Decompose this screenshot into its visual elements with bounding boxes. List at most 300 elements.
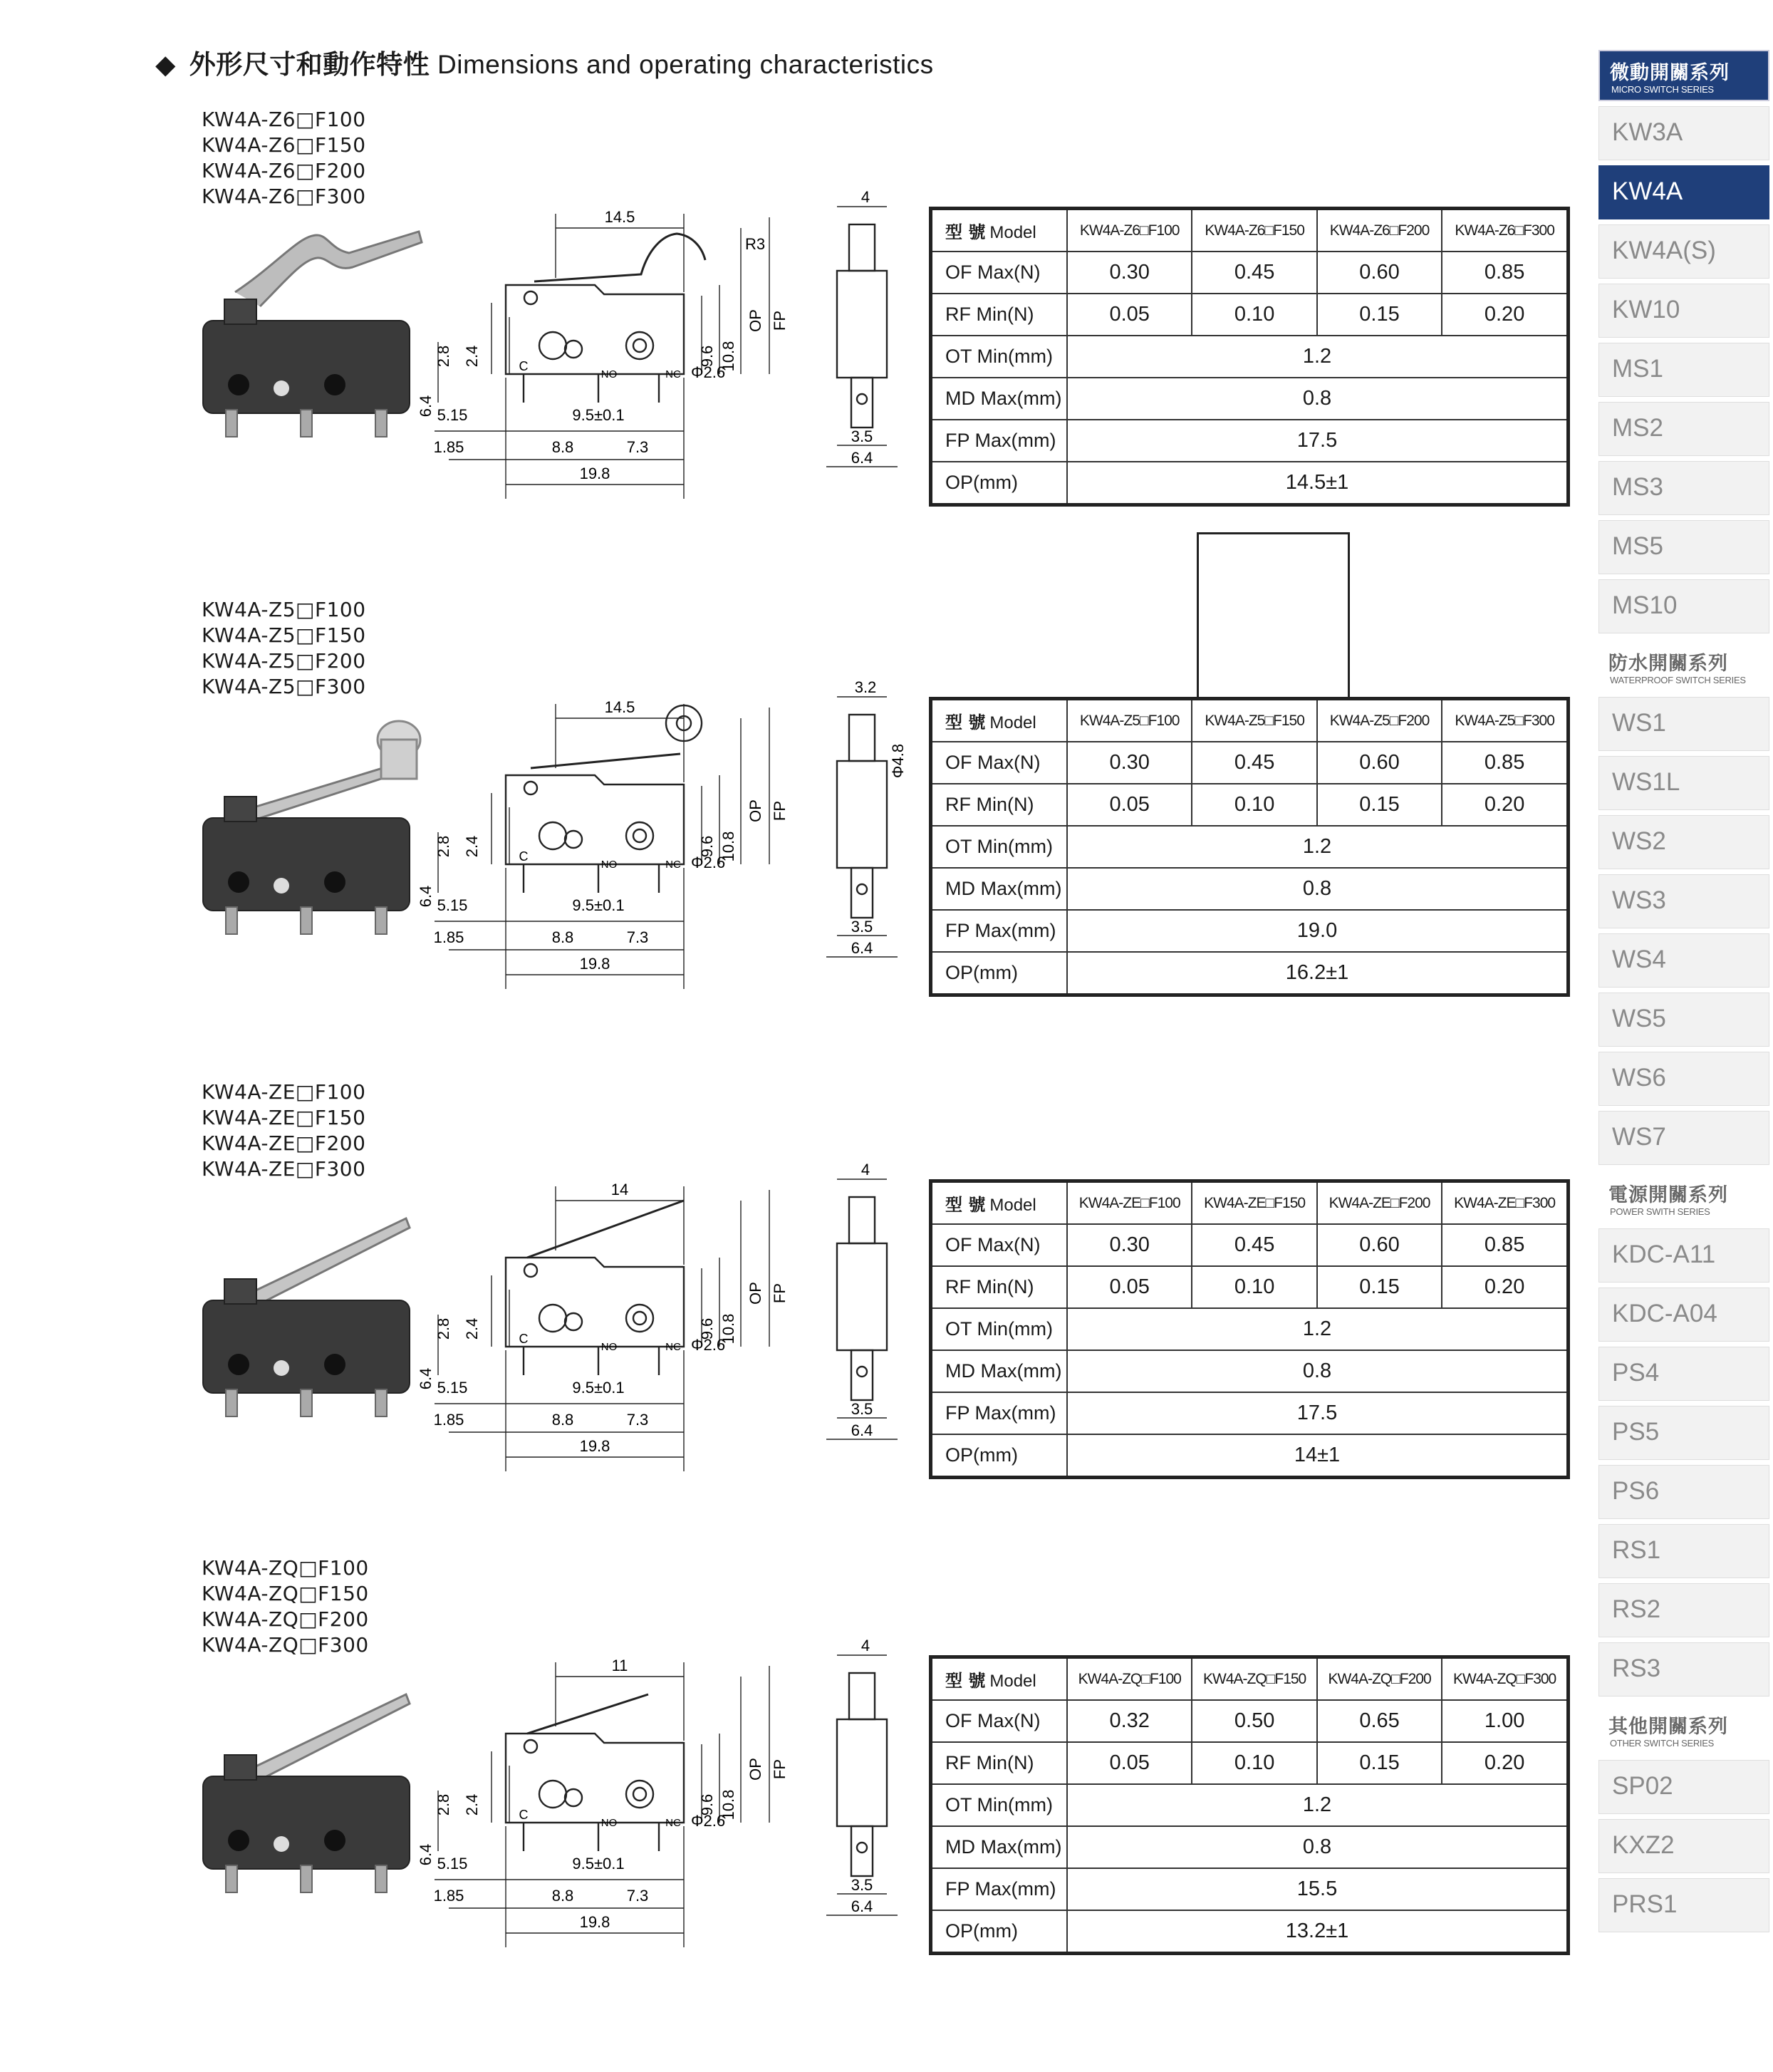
terminal-no-label: NO: [600, 1817, 618, 1829]
table-row: [931, 1700, 1569, 1742]
series-header-waterproof: [1598, 642, 1769, 692]
model-header-cn: 型 號: [945, 1671, 986, 1691]
table-cell: 0.60: [1317, 742, 1442, 784]
dimension-h1: 2.8: [435, 1793, 452, 1816]
sidebar-item-ms1[interactable]: MS1: [1598, 343, 1769, 397]
table-cell: 0.32: [1067, 1700, 1192, 1742]
dimension-drawing: [417, 1634, 791, 1990]
model-column-header: KW4A-ZQ□F100: [1067, 1657, 1192, 1701]
dimension-drawing: [417, 1158, 791, 1514]
dimension-e: 7.3: [626, 1411, 649, 1429]
dimension-b: 9.5±0.1: [572, 896, 625, 914]
dimension-h3: 9.6: [698, 1317, 716, 1340]
model-column-header: KW4A-ZE□F200: [1317, 1181, 1442, 1225]
row-label: MD Max(mm): [931, 868, 1068, 910]
table-cell: 0.15: [1317, 784, 1442, 826]
dimension-d: 8.8: [551, 1411, 574, 1429]
row-label: OT Min(mm): [931, 826, 1068, 868]
dimension-base: 6.4: [417, 1367, 435, 1390]
sidebar-item-ws4[interactable]: WS4: [1598, 933, 1769, 988]
sidebar-item-ws3[interactable]: WS3: [1598, 874, 1769, 928]
dimension-h4: 10.8: [719, 1313, 737, 1345]
series-title: 微動開關系列: [1610, 62, 1730, 84]
title-bullet-icon: ◆: [155, 50, 176, 79]
dimension-hole: Φ2.6: [691, 1336, 726, 1354]
side-view-drawing: [805, 188, 912, 527]
side-view-drawing: [805, 1637, 912, 1976]
model-header-en: Model: [989, 1196, 1036, 1215]
dimension-r3: R3: [744, 235, 766, 253]
terminal-no-label: NO: [600, 368, 618, 380]
row-label: OP(mm): [931, 462, 1068, 505]
side-dimension-b: 6.4: [851, 1421, 873, 1439]
table-row: [931, 1434, 1569, 1478]
dimension-e: 7.3: [626, 928, 649, 946]
row-label: FP Max(mm): [931, 1392, 1068, 1434]
dimension-h3: 9.6: [698, 835, 716, 858]
model-column-header: KW4A-Z5□F300: [1442, 699, 1568, 742]
dimension-b: 9.5±0.1: [572, 406, 625, 424]
side-dimension-a: 3.5: [851, 1876, 873, 1894]
sidebar-item-ms10[interactable]: MS10: [1598, 579, 1769, 633]
table-cell: 16.2±1: [1067, 952, 1569, 995]
dimension-drawing: [417, 675, 791, 1032]
model-column-header: KW4A-ZE□F100: [1067, 1181, 1192, 1225]
switch-photo: [192, 1193, 427, 1421]
dimension-d: 8.8: [551, 438, 574, 456]
series-subtitle: MICRO SWITCH SERIES: [1611, 84, 1714, 95]
series-title: 電源開關系列: [1608, 1184, 1728, 1206]
model-column-header: KW4A-ZQ□F300: [1442, 1657, 1568, 1701]
terminal-nc-label: NC: [665, 1341, 681, 1353]
table-cell: 0.65: [1317, 1700, 1442, 1742]
dimension-h2: 2.4: [463, 345, 481, 368]
side-dimension-a: 3.5: [851, 428, 873, 445]
model-name: KW4A-ZQ□F150: [202, 1582, 369, 1605]
table-row: [931, 826, 1569, 868]
model-section: [0, 1555, 1596, 2019]
side-dimension-b: 6.4: [851, 939, 873, 957]
model-header-cell: [931, 1657, 1068, 1701]
row-label: OF Max(N): [931, 1224, 1068, 1266]
table-row: [931, 378, 1569, 420]
model-section: [0, 1079, 1596, 1543]
model-name: KW4A-Z6□F300: [202, 185, 366, 208]
row-label: RF Min(N): [931, 294, 1068, 336]
spec-table: [929, 1179, 1570, 1479]
row-label: OP(mm): [931, 1910, 1068, 1954]
model-column-header: KW4A-ZE□F300: [1442, 1181, 1568, 1225]
row-label: FP Max(mm): [931, 420, 1068, 462]
table-row: [931, 294, 1569, 336]
dimension-fp-label: FP: [771, 800, 789, 822]
table-cell: 0.10: [1192, 294, 1316, 336]
dimension-op-label: OP: [747, 799, 764, 822]
dimension-h1: 2.8: [435, 345, 452, 368]
table-cell: 0.45: [1192, 252, 1316, 294]
dimension-c: 1.85: [433, 928, 464, 946]
model-column-header: KW4A-Z6□F100: [1067, 209, 1192, 252]
side-dimension-top: 4: [860, 1161, 870, 1179]
table-cell: 1.2: [1067, 1784, 1569, 1826]
table-cell: 0.20: [1442, 294, 1568, 336]
series-header-other: [1598, 1705, 1769, 1755]
sidebar-item-ws2[interactable]: WS2: [1598, 815, 1769, 869]
dimension-top: 14.5: [604, 698, 635, 716]
table-row: [931, 1784, 1569, 1826]
model-column-header: KW4A-Z6□F300: [1442, 209, 1568, 252]
sidebar-item-kw10[interactable]: KW10: [1598, 284, 1769, 338]
dimension-h3: 9.6: [698, 1793, 716, 1816]
table-row: [931, 1910, 1569, 1954]
dimension-fp-label: FP: [771, 1283, 789, 1304]
terminal-nc-label: NC: [665, 859, 681, 871]
series-subtitle: WATERPROOF SWITCH SERIES: [1610, 675, 1746, 685]
table-cell: 1.00: [1442, 1700, 1568, 1742]
dimension-top: 14.5: [604, 208, 635, 226]
row-label: OT Min(mm): [931, 1784, 1068, 1826]
table-row: [931, 868, 1569, 910]
series-header-power: [1598, 1174, 1769, 1223]
model-list: [202, 1555, 369, 1658]
side-dimension-a: 3.5: [851, 918, 873, 936]
table-cell: 0.20: [1442, 784, 1568, 826]
sidebar-gap: [1598, 1165, 1773, 1174]
dimension-b: 9.5±0.1: [572, 1855, 625, 1872]
model-name: KW4A-Z6□F150: [202, 133, 366, 157]
dimension-a: 5.15: [437, 406, 468, 424]
sidebar-item-sp02[interactable]: SP02: [1598, 1760, 1769, 1814]
model-name: KW4A-ZE□F300: [202, 1157, 366, 1181]
table-cell: 1.2: [1067, 826, 1569, 868]
side-dimension-top: 3.2: [854, 678, 877, 696]
dimension-op-label: OP: [747, 1282, 764, 1305]
dimension-op-label: OP: [747, 309, 764, 332]
dimension-h4: 10.8: [719, 1789, 737, 1820]
dimension-op-label: OP: [747, 1758, 764, 1781]
sidebar-gap: [1598, 1932, 1773, 1941]
sidebar-item-ws1[interactable]: WS1: [1598, 697, 1769, 751]
side-view-drawing: [805, 1161, 912, 1500]
sidebar-item-ps4[interactable]: PS4: [1598, 1347, 1769, 1401]
sidebar-item-kw3a[interactable]: KW3A: [1598, 106, 1769, 160]
table-cell: 0.20: [1442, 1742, 1568, 1784]
dimension-width: 19.8: [579, 465, 610, 482]
side-dimension-diameter: Φ4.8: [889, 743, 907, 779]
sidebar-item-ms3[interactable]: MS3: [1598, 461, 1769, 515]
row-label: OT Min(mm): [931, 1308, 1068, 1350]
row-label: OP(mm): [931, 952, 1068, 995]
model-section: [0, 107, 1596, 570]
sidebar-item-kxz2[interactable]: KXZ2: [1598, 1819, 1769, 1873]
table-cell: 0.15: [1317, 294, 1442, 336]
row-label: FP Max(mm): [931, 910, 1068, 952]
model-name: KW4A-ZQ□F100: [202, 1556, 369, 1580]
terminal-no-label: NO: [600, 859, 618, 871]
side-dimension-top: 4: [860, 188, 870, 206]
table-cell: 0.05: [1067, 1742, 1192, 1784]
model-column-header: KW4A-Z6□F200: [1317, 209, 1442, 252]
table-row: [931, 252, 1569, 294]
sidebar-gap: [1598, 633, 1773, 642]
model-column-header: KW4A-ZQ□F200: [1317, 1657, 1442, 1701]
terminal-c-label: C: [519, 1808, 529, 1822]
dimension-d: 8.8: [551, 1887, 574, 1905]
model-name: KW4A-Z5□F150: [202, 623, 366, 647]
spec-table: [929, 1655, 1570, 1955]
table-cell: 0.05: [1067, 1266, 1192, 1308]
table-cell: 0.15: [1317, 1266, 1442, 1308]
table-cell: 0.8: [1067, 1826, 1569, 1868]
side-dimension-a: 3.5: [851, 1400, 873, 1418]
model-header-en: Model: [989, 223, 1036, 242]
dimension-fp-label: FP: [771, 1758, 789, 1780]
model-name: KW4A-Z5□F300: [202, 675, 366, 698]
table-cell: 1.2: [1067, 336, 1569, 378]
dimension-d: 8.8: [551, 928, 574, 946]
series-subtitle: POWER SWITH SERIES: [1610, 1206, 1710, 1217]
dimension-h2: 2.4: [463, 1793, 481, 1816]
side-dimension-b: 6.4: [851, 1897, 873, 1915]
table-cell: 0.10: [1192, 784, 1316, 826]
series-subtitle: OTHER SWITCH SERIES: [1610, 1738, 1714, 1749]
table-cell: 1.2: [1067, 1308, 1569, 1350]
series-header-micro: [1598, 50, 1769, 101]
model-name: KW4A-Z5□F100: [202, 598, 366, 621]
dimension-h2: 2.4: [463, 835, 481, 858]
table-row: [931, 1868, 1569, 1910]
row-label: FP Max(mm): [931, 1868, 1068, 1910]
dimension-a: 5.15: [437, 1379, 468, 1397]
row-label: OF Max(N): [931, 742, 1068, 784]
dimension-b: 9.5±0.1: [572, 1379, 625, 1397]
dimension-width: 19.8: [579, 1913, 610, 1931]
model-column-header: KW4A-Z5□F200: [1317, 699, 1442, 742]
table-cell: 0.8: [1067, 868, 1569, 910]
series-sidebar: [1598, 50, 1773, 1941]
side-dimension-b: 6.4: [851, 449, 873, 467]
dimension-top: 11: [611, 1657, 628, 1674]
model-name: KW4A-ZE□F150: [202, 1106, 366, 1129]
model-header-en: Model: [989, 1672, 1036, 1691]
row-label: RF Min(N): [931, 1266, 1068, 1308]
model-list: [202, 1079, 365, 1182]
table-cell: 0.05: [1067, 784, 1192, 826]
table-cell: 0.30: [1067, 252, 1192, 294]
row-label: RF Min(N): [931, 1742, 1068, 1784]
table-header-row: [931, 1657, 1569, 1701]
table-row: [931, 336, 1569, 378]
model-list: [202, 597, 366, 700]
table-cell: 17.5: [1067, 1392, 1569, 1434]
table-row: [931, 1308, 1569, 1350]
sidebar-item-kw4a[interactable]: KW4A: [1598, 165, 1769, 219]
dimension-e: 7.3: [626, 1887, 649, 1905]
switch-photo: [192, 711, 427, 939]
sidebar-item-rs2[interactable]: RS2: [1598, 1583, 1769, 1637]
row-label: OF Max(N): [931, 1700, 1068, 1742]
table-cell: 13.2±1: [1067, 1910, 1569, 1954]
row-label: OF Max(N): [931, 252, 1068, 294]
page-title: [155, 43, 934, 81]
dimension-h4: 10.8: [719, 341, 737, 372]
table-row: [931, 1742, 1569, 1784]
row-label: OP(mm): [931, 1434, 1068, 1478]
sidebar-item-kdca04[interactable]: KDC-A04: [1598, 1288, 1769, 1342]
sidebar-item-ws1l[interactable]: WS1L: [1598, 756, 1769, 810]
connector-box: [1197, 532, 1350, 697]
switch-photo: [192, 1669, 427, 1897]
dimension-a: 5.15: [437, 1855, 468, 1872]
table-cell: 0.50: [1192, 1700, 1316, 1742]
terminal-no-label: NO: [600, 1341, 618, 1353]
dimension-h1: 2.8: [435, 1317, 452, 1340]
dimension-hole: Φ2.6: [691, 363, 726, 381]
sidebar-item-ms2[interactable]: MS2: [1598, 402, 1769, 456]
dimension-h1: 2.8: [435, 835, 452, 858]
dimension-h4: 10.8: [719, 831, 737, 862]
switch-photo: [192, 214, 427, 442]
table-cell: 15.5: [1067, 1868, 1569, 1910]
sidebar-item-ps6[interactable]: PS6: [1598, 1465, 1769, 1519]
dimension-top: 14: [610, 1181, 629, 1198]
table-row: [931, 420, 1569, 462]
table-row: [931, 1266, 1569, 1308]
side-dimension-top: 4: [860, 1637, 870, 1654]
table-header-row: [931, 1181, 1569, 1225]
table-cell: 0.20: [1442, 1266, 1568, 1308]
model-column-header: KW4A-Z5□F100: [1067, 699, 1192, 742]
row-label: MD Max(mm): [931, 1826, 1068, 1868]
spec-table: [929, 697, 1570, 997]
table-header-row: [931, 699, 1569, 742]
row-label: OT Min(mm): [931, 336, 1068, 378]
dimension-c: 1.85: [433, 438, 464, 456]
table-cell: 0.15: [1317, 1742, 1442, 1784]
table-cell: 14.5±1: [1067, 462, 1569, 505]
model-name: KW4A-ZE□F200: [202, 1131, 366, 1155]
dimension-width: 19.8: [579, 955, 610, 973]
sidebar-item-ws6[interactable]: WS6: [1598, 1052, 1769, 1106]
spec-table: [929, 207, 1570, 507]
sidebar-item-rs1[interactable]: RS1: [1598, 1524, 1769, 1578]
table-header-row: [931, 209, 1569, 252]
model-header-en: Model: [989, 713, 1036, 732]
table-row: [931, 1392, 1569, 1434]
sidebar-item-kdca11[interactable]: KDC-A11: [1598, 1228, 1769, 1283]
model-header-cn: 型 號: [945, 222, 986, 242]
model-name: KW4A-Z6□F200: [202, 159, 366, 182]
table-cell: 0.8: [1067, 1350, 1569, 1392]
table-row: [931, 784, 1569, 826]
title-english: Dimensions and operating characteristics: [437, 50, 934, 79]
model-header-cell: [931, 1181, 1068, 1225]
series-title: 其他開關系列: [1608, 1716, 1728, 1738]
terminal-c-label: C: [519, 359, 529, 373]
dimension-width: 19.8: [579, 1437, 610, 1455]
table-cell: 0.85: [1442, 252, 1568, 294]
model-column-header: KW4A-Z6□F150: [1192, 209, 1316, 252]
dimension-e: 7.3: [626, 438, 649, 456]
row-label: MD Max(mm): [931, 378, 1068, 420]
sidebar-item-ws5[interactable]: WS5: [1598, 993, 1769, 1047]
dimension-drawing: [417, 185, 791, 542]
model-list: [202, 107, 366, 209]
model-name: KW4A-ZQ□F300: [202, 1633, 369, 1657]
table-cell: 0.60: [1317, 1224, 1442, 1266]
dimension-c: 1.85: [433, 1411, 464, 1429]
sidebar-item-ws7[interactable]: WS7: [1598, 1111, 1769, 1165]
table-row: [931, 952, 1569, 995]
row-label: MD Max(mm): [931, 1350, 1068, 1392]
model-column-header: KW4A-Z5□F150: [1192, 699, 1316, 742]
row-label: RF Min(N): [931, 784, 1068, 826]
table-cell: 0.45: [1192, 1224, 1316, 1266]
table-row: [931, 742, 1569, 784]
table-row: [931, 1224, 1569, 1266]
model-name: KW4A-ZE□F100: [202, 1080, 366, 1104]
model-name: KW4A-Z5□F200: [202, 649, 366, 673]
terminal-nc-label: NC: [665, 1817, 681, 1829]
table-cell: 0.10: [1192, 1742, 1316, 1784]
table-cell: 17.5: [1067, 420, 1569, 462]
table-cell: 0.30: [1067, 1224, 1192, 1266]
dimension-base: 6.4: [417, 395, 435, 418]
table-cell: 0.30: [1067, 742, 1192, 784]
dimension-h3: 9.6: [698, 345, 716, 368]
table-cell: 0.10: [1192, 1266, 1316, 1308]
dimension-c: 1.85: [433, 1887, 464, 1905]
table-row: [931, 1826, 1569, 1868]
model-header-cell: [931, 699, 1068, 742]
dimension-fp-label: FP: [771, 310, 789, 331]
model-header-cn: 型 號: [945, 713, 986, 732]
dimension-a: 5.15: [437, 896, 468, 914]
terminal-c-label: C: [519, 1332, 529, 1346]
dimension-hole: Φ2.6: [691, 1812, 726, 1830]
terminal-nc-label: NC: [665, 368, 681, 380]
table-cell: 0.60: [1317, 252, 1442, 294]
table-cell: 19.0: [1067, 910, 1569, 952]
table-cell: 0.45: [1192, 742, 1316, 784]
model-name: KW4A-ZQ□F200: [202, 1607, 369, 1631]
table-row: [931, 1350, 1569, 1392]
model-name: KW4A-Z6□F100: [202, 108, 366, 131]
table-cell: 0.85: [1442, 1224, 1568, 1266]
dimension-hole: Φ2.6: [691, 854, 726, 871]
table-row: [931, 910, 1569, 952]
sidebar-item-rs3[interactable]: RS3: [1598, 1642, 1769, 1697]
model-column-header: KW4A-ZQ□F150: [1192, 1657, 1316, 1701]
series-title: 防水開關系列: [1608, 653, 1728, 675]
sidebar-gap: [1598, 1697, 1773, 1705]
title-chinese: 外形尺寸和動作特性: [189, 49, 430, 80]
terminal-c-label: C: [519, 849, 529, 864]
table-cell: 14±1: [1067, 1434, 1569, 1478]
table-row: [931, 462, 1569, 505]
dimension-base: 6.4: [417, 1843, 435, 1866]
side-view-drawing: [805, 678, 912, 1017]
sidebar-item-ps5[interactable]: PS5: [1598, 1406, 1769, 1460]
sidebar-item-kw4as[interactable]: KW4A(S): [1598, 224, 1769, 279]
model-header-cell: [931, 209, 1068, 252]
dimension-base: 6.4: [417, 885, 435, 908]
sidebar-item-ms5[interactable]: MS5: [1598, 520, 1769, 574]
table-cell: 0.85: [1442, 742, 1568, 784]
table-cell: 0.8: [1067, 378, 1569, 420]
sidebar-item-prs1[interactable]: PRS1: [1598, 1878, 1769, 1932]
table-cell: 0.05: [1067, 294, 1192, 336]
